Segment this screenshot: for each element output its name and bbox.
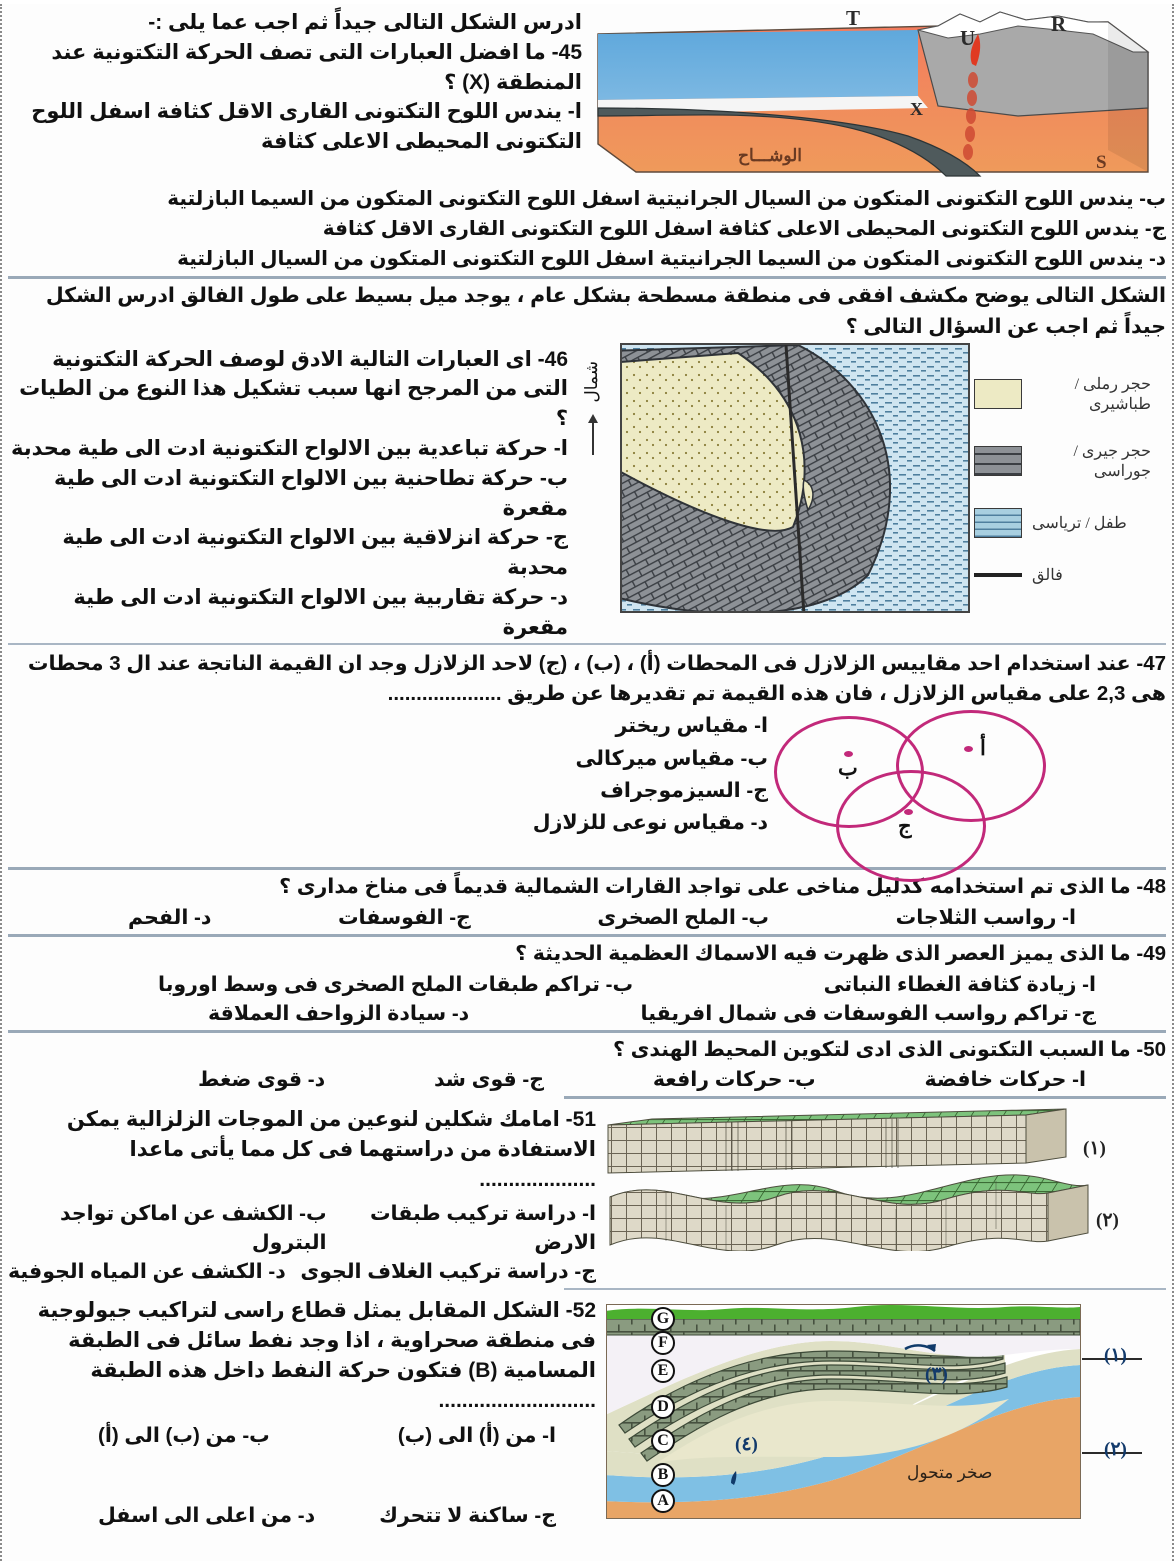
q49-option-b[interactable]: ب- تراكم طبقات الملح الصخرى فى وسط اوروبا [158, 972, 634, 996]
layer-badge-C: C [651, 1429, 675, 1453]
shale-swatch-icon [974, 508, 1022, 538]
question-47-block [8, 647, 1166, 866]
q52-figure [596, 1292, 1156, 1542]
legend-label-sandstone: حجر رملى / طباشيرى [1074, 376, 1151, 413]
outcrop-map [620, 343, 970, 613]
station-a-label: أ [980, 736, 986, 761]
question-52-text-column [8, 1292, 596, 1535]
q49-option-c[interactable]: ج- تراكم رواسب الفوسفات فى شمال افريقيا [640, 1001, 1096, 1025]
q52-option-d[interactable]: د- من اعلى الى اسفل [98, 1503, 316, 1527]
separator-after-q45 [8, 276, 1166, 279]
legend-label-limestone: حجر جيرى / جوراسى [1073, 443, 1151, 480]
question-45-text-column [8, 4, 588, 157]
layer-badge-E: E [651, 1359, 675, 1383]
q51-options-row-2 [8, 1257, 596, 1286]
q48-option-c[interactable]: ج- الفوسفات [337, 905, 471, 929]
q47-options [8, 710, 768, 840]
metamorphic-rock-note: صخر متحول [907, 1463, 993, 1483]
tect-label-T: T [846, 6, 861, 30]
fault-line-icon [974, 573, 1022, 577]
q49-stem: 49- ما الذى يميز العصر الذى ظهرت فيه الاسماك العظمية الحديثة ؟ [515, 941, 1166, 965]
separator-after-q51 [564, 1288, 1166, 1290]
separator-after-q49 [8, 1030, 1166, 1033]
q51-option-a[interactable]: ا- دراسة تركيب طبقات الارض [369, 1201, 596, 1254]
legend-label-fault: فالق [1032, 567, 1063, 584]
seismic-wave-blocks [596, 1101, 1156, 1251]
q47-figure-three-circles [768, 710, 1148, 865]
q45-option-b[interactable]: ب- يندس اللوح التكتونى المتكون من السيال الجرانيتية اسفل اللوح التكتونى المتكون من السيما البازلتية [167, 188, 1166, 210]
q45-option-a[interactable]: ا- يندس اللوح التكتونى القارى الاقل كثافة اسفل اللوح التكتونى المحيطى الاعلى كثافة [31, 100, 582, 154]
q49-option-d[interactable]: د- سيادة الزواحف العملاقة [208, 1001, 470, 1025]
cross-section-svg [606, 1305, 1080, 1519]
q50-option-b[interactable]: ب- حركات رافعة [652, 1068, 816, 1092]
question-46-block [8, 343, 1166, 643]
q49-options-row-1 [8, 970, 1166, 999]
separator-after-q46 [8, 643, 1166, 645]
q50-option-d[interactable]: د- قوى ضغط [198, 1068, 326, 1092]
question-49-block [8, 939, 1166, 1028]
q48-option-b[interactable]: ب- الملح الصخرى [597, 905, 770, 929]
q50-option-a[interactable]: ا- حركات خافضة [924, 1068, 1086, 1092]
q51-label-1: (١) [1083, 1138, 1106, 1160]
q45-option-c[interactable]: ج- يندس اللوح التكتونى المحيطى الاعلى كثافة اسفل اللوح التكتونى القارى الاقل كثافة [322, 218, 1166, 240]
q52-option-c[interactable]: ج- ساكنة لا تتحرك [379, 1503, 556, 1527]
q47-option-a[interactable]: ا- مقياس ريختر [615, 714, 768, 738]
exam-page [0, 4, 1174, 1561]
q52-option-a[interactable]: ا- من (أ) الى (ب) [397, 1424, 556, 1448]
q50-option-c[interactable]: ج- قوى شد [433, 1068, 545, 1092]
q46-stem: 46- اى العبارات التالية الادق لوصف الحركة التكتونية التى من المرجح انها سبب تشكيل هذا النوع من الطيات ؟ [19, 347, 568, 431]
question-51-block [8, 1101, 1166, 1286]
subduction-svg [588, 4, 1158, 184]
layer-badge-B: B [651, 1463, 675, 1487]
q47-stem: 47- عند استخدام احد مقاييس الزلازل فى المحطات (أ) ، (ب) ، (ج) لاحد الزلازل وجد ان القيمة الناتجة عند ال 3 محطات هى 2,3 على مقياس الزلازل ، فان هذه القيمة تم تقديرها عن طريق .................... [27, 651, 1166, 706]
map-legend [970, 343, 1155, 613]
q45-intro: ادرس الشكل التالى جيداً ثم اجب عما يلى :- [148, 11, 582, 34]
q46-figure [568, 343, 1164, 613]
legend-label-shale: طفل / ترياسى [1032, 515, 1127, 532]
q51-option-b[interactable]: ب- الكشف عن اماكن تواجد البترول [60, 1201, 327, 1254]
legend-item-shale [974, 508, 1151, 538]
mantle-label: الوشـــاح [738, 146, 803, 165]
q52-options-row-1 [8, 1415, 596, 1456]
q46-option-b[interactable]: ب- حركة تطاحنية بين الالواح التكتونية ادت الى طية مقعرة [53, 466, 568, 520]
q52-option-b[interactable]: ب- من (ب) الى (أ) [98, 1424, 270, 1448]
north-indicator [568, 343, 620, 613]
q47-body [8, 710, 1166, 865]
q52-stem: 52- الشكل المقابل يمثل قطاع راسى لتراكيب جيولوجية فى منطقة صحراوية ، اذا وجد نفط سائل فى الطبقة المسامية (B) فتكون حركة النفط داخل هذه الطبقة ........................... [37, 1299, 596, 1412]
section-callout-1: (١) [1104, 1345, 1127, 1367]
q51-stem: 51- امامك شكلين لنوعين من الموجات الزلزالية يمكن الاستفادة من دراستهما فى كل مما يأتى ماعدا .................... [66, 1108, 596, 1191]
question-46-text-column [8, 343, 568, 643]
seismic-wave-svg [596, 1101, 1156, 1251]
q47-option-d[interactable]: د- مقياس نوعى للزلازل [532, 811, 768, 835]
tect-label-S: S [1096, 152, 1107, 173]
q45-option-d[interactable]: د- يندس اللوح التكتونى المتكون من السيما الجرانيتية اسفل اللوح التكتونى المتكون من السيال البازلتية [177, 248, 1166, 270]
q47-option-c[interactable]: ج- السيزموجراف [600, 778, 768, 802]
question-45-block [8, 4, 1166, 184]
section-callout-2: (٢) [1104, 1439, 1127, 1461]
section-callout-3: (٣) [925, 1364, 948, 1386]
question-50-block [8, 1035, 1166, 1095]
section-callout-4: (٤) [735, 1434, 758, 1456]
q45-figure [588, 4, 1158, 184]
legend-item-limestone [974, 441, 1151, 481]
q51-label-2: (٢) [1096, 1210, 1119, 1232]
sandstone-swatch-icon [974, 379, 1022, 409]
layer-badge-G: G [651, 1307, 675, 1331]
q52-options-row-2 [8, 1457, 596, 1536]
limestone-swatch-icon [974, 446, 1022, 476]
q46-option-d[interactable]: د- حركة تقاربية بين الالواح التكتونية ادت الى طية مقعرة [73, 586, 568, 639]
north-label: شمال [582, 360, 601, 403]
question-48-block [8, 872, 1166, 932]
q45-stem: 45- ما افضل العبارات التى تصف الحركة التكتونية عند المنطقة (X) ؟ [51, 40, 582, 94]
q47-option-b[interactable]: ب- مقياس ميركالى [575, 746, 768, 770]
separator-after-q47 [8, 867, 1166, 870]
question-51-text-column [8, 1101, 596, 1286]
q46-option-c[interactable]: ج- حركة انزلاقية بين الالواح التكتونية ادت الى طية محدبة [62, 526, 568, 580]
q48-stem: 48- ما الذى تم استخدامه كدليل مناخى على تواجد القارات الشمالية قديماً فى مناخ مدارى ؟ [279, 875, 1166, 899]
geologic-cross-section [606, 1304, 1081, 1519]
q48-option-a[interactable]: ا- رواسب الثلاجات [895, 905, 1076, 929]
outcrop-svg [620, 345, 968, 613]
q48-options [8, 903, 1166, 932]
north-arrow-icon [592, 421, 594, 455]
q51-option-d[interactable]: د- الكشف عن المياه الجوفية [8, 1260, 286, 1284]
q51-figure [596, 1101, 1156, 1251]
q51-option-c[interactable]: ج- دراسة تركيب الغلاف الجوى [300, 1260, 596, 1284]
separator-after-q50 [564, 1096, 1166, 1099]
tect-label-X: X [910, 99, 923, 119]
layer-badge-F: F [651, 1331, 675, 1355]
layer-badge-A: A [651, 1489, 675, 1513]
station-b-label: ب [838, 756, 858, 781]
q48-option-d[interactable]: د- الفحم [128, 905, 212, 929]
q46-option-a[interactable]: ا- حركة تباعدية بين الالواح التكتونية ادت الى طية محدبة [10, 436, 568, 460]
separator-after-q48 [8, 934, 1166, 937]
q49-options-row-2 [8, 999, 1166, 1028]
station-j-label: ج [898, 814, 912, 839]
legend-item-fault [974, 565, 1151, 585]
tect-label-U: U [960, 26, 976, 50]
subduction-diagram [588, 4, 1158, 184]
tect-label-R: R [1051, 12, 1067, 36]
q50-stem: 50- ما السبب التكتونى الذى ادى لتكوين المحيط الهندى ؟ [613, 1037, 1166, 1061]
q51-options-row-1 [8, 1195, 596, 1257]
q50-options [8, 1065, 1166, 1094]
q46-intro: الشكل التالى يوضح مكشف افقى فى منطقة مسطحة بشكل عام ، يوجد ميل بسيط على طول الفالق ادرس الشكل جيداً ثم اجب عن السؤال التالى ؟ [45, 284, 1166, 338]
outcrop-map-wrap [568, 343, 1164, 613]
question-52-block [8, 1292, 1166, 1542]
q49-option-a[interactable]: ا- زيادة كثافة الغطاء النباتى [823, 972, 1096, 996]
legend-item-sandstone [974, 374, 1151, 414]
layer-badge-D: D [651, 1395, 675, 1419]
